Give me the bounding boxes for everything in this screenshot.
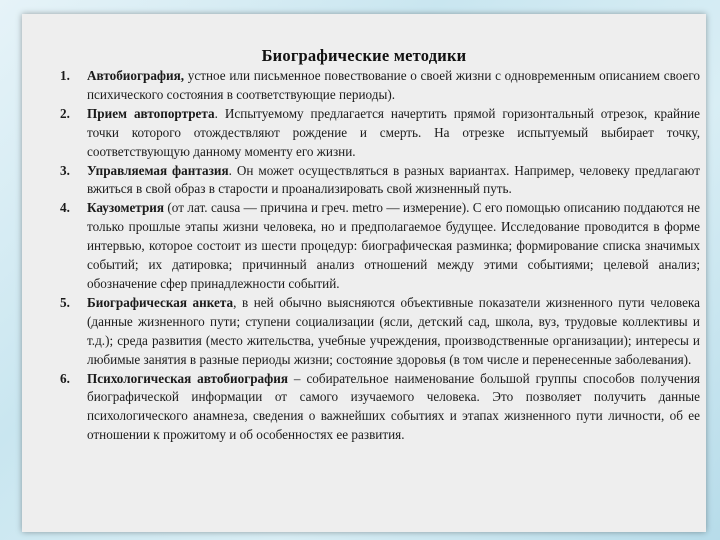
item-term: Прием автопортрета <box>87 105 215 121</box>
item-number: 4. <box>60 200 70 216</box>
item-term: Каузометрия <box>87 200 165 216</box>
slide-page <box>22 14 706 532</box>
list-item <box>62 67 700 105</box>
item-text: – собирательное наименование большой группы способов получения биографической информации от самого изучаемого человека. Это позволяет получить данные психологического анамнеза, сведения о важнейших событиях и этапах жизненного пути личности, об ее отношении к прожитому и об особенностях ее развития. <box>87 370 700 443</box>
list-item <box>62 162 700 200</box>
list-item <box>62 370 700 446</box>
list-item <box>62 105 700 162</box>
item-term: Автобиография, <box>87 68 185 83</box>
item-text: . Испытуемому предлагается начертить прямой горизонтальный отрезок, крайние точки которого отождествляют рождение и смерть. На отрезке испытуемый выбирает точку, соответствующую данному моменту его жизни. <box>87 105 700 159</box>
item-text: , в ней обычно выясняются объективные показатели жизненного пути человека (данные жизненного пути; ступени социализации (ясли, детский сад, школа, вуз, трудовые коллективы и т.д.); среда развития (место жительства, учебные учреждения, производственные организации); интересы и любимые занятия в разные периоды жизни; состояние здоровья (в том числе и перенесенные заболевания). <box>87 294 700 367</box>
item-text: (от лат. causa — причина и греч. metro — измерение). С его помощью описанию поддаются не только прошлые этапы жизни человека, но и предполагаемое будущее. Исследование проводится в форме интервью, которое состоит из шести процедур: биографическая разминка; формирование списка значимых событий; их датировка; причинный анализ отношений между этими событиями; целевой анализ; обозначение сфер принадлежности событий. <box>87 200 700 291</box>
item-number: 6. <box>60 370 70 386</box>
item-number: 3. <box>60 162 70 178</box>
item-number: 2. <box>60 105 70 121</box>
list-item <box>62 294 700 370</box>
item-number: 5. <box>60 294 70 310</box>
list-item <box>62 199 700 294</box>
item-text: . Он может осуществляться в разных вариантах. Например, человеку предлагают вжиться в свой образ в старости и проанализировать свой жизненный путь. <box>87 162 700 197</box>
page-title: Биографические методики <box>261 46 467 65</box>
item-text: устное или письменное повествование о своей жизни с одновременным описанием своего психического состояния в соответствующие периоды). <box>87 68 700 102</box>
item-term: Биографическая анкета <box>87 294 234 310</box>
item-term: Психологическая автобиография <box>87 370 288 386</box>
item-term: Управляемая фантазия <box>87 162 229 178</box>
item-number: 1. <box>60 68 70 83</box>
methods-list <box>62 67 700 445</box>
